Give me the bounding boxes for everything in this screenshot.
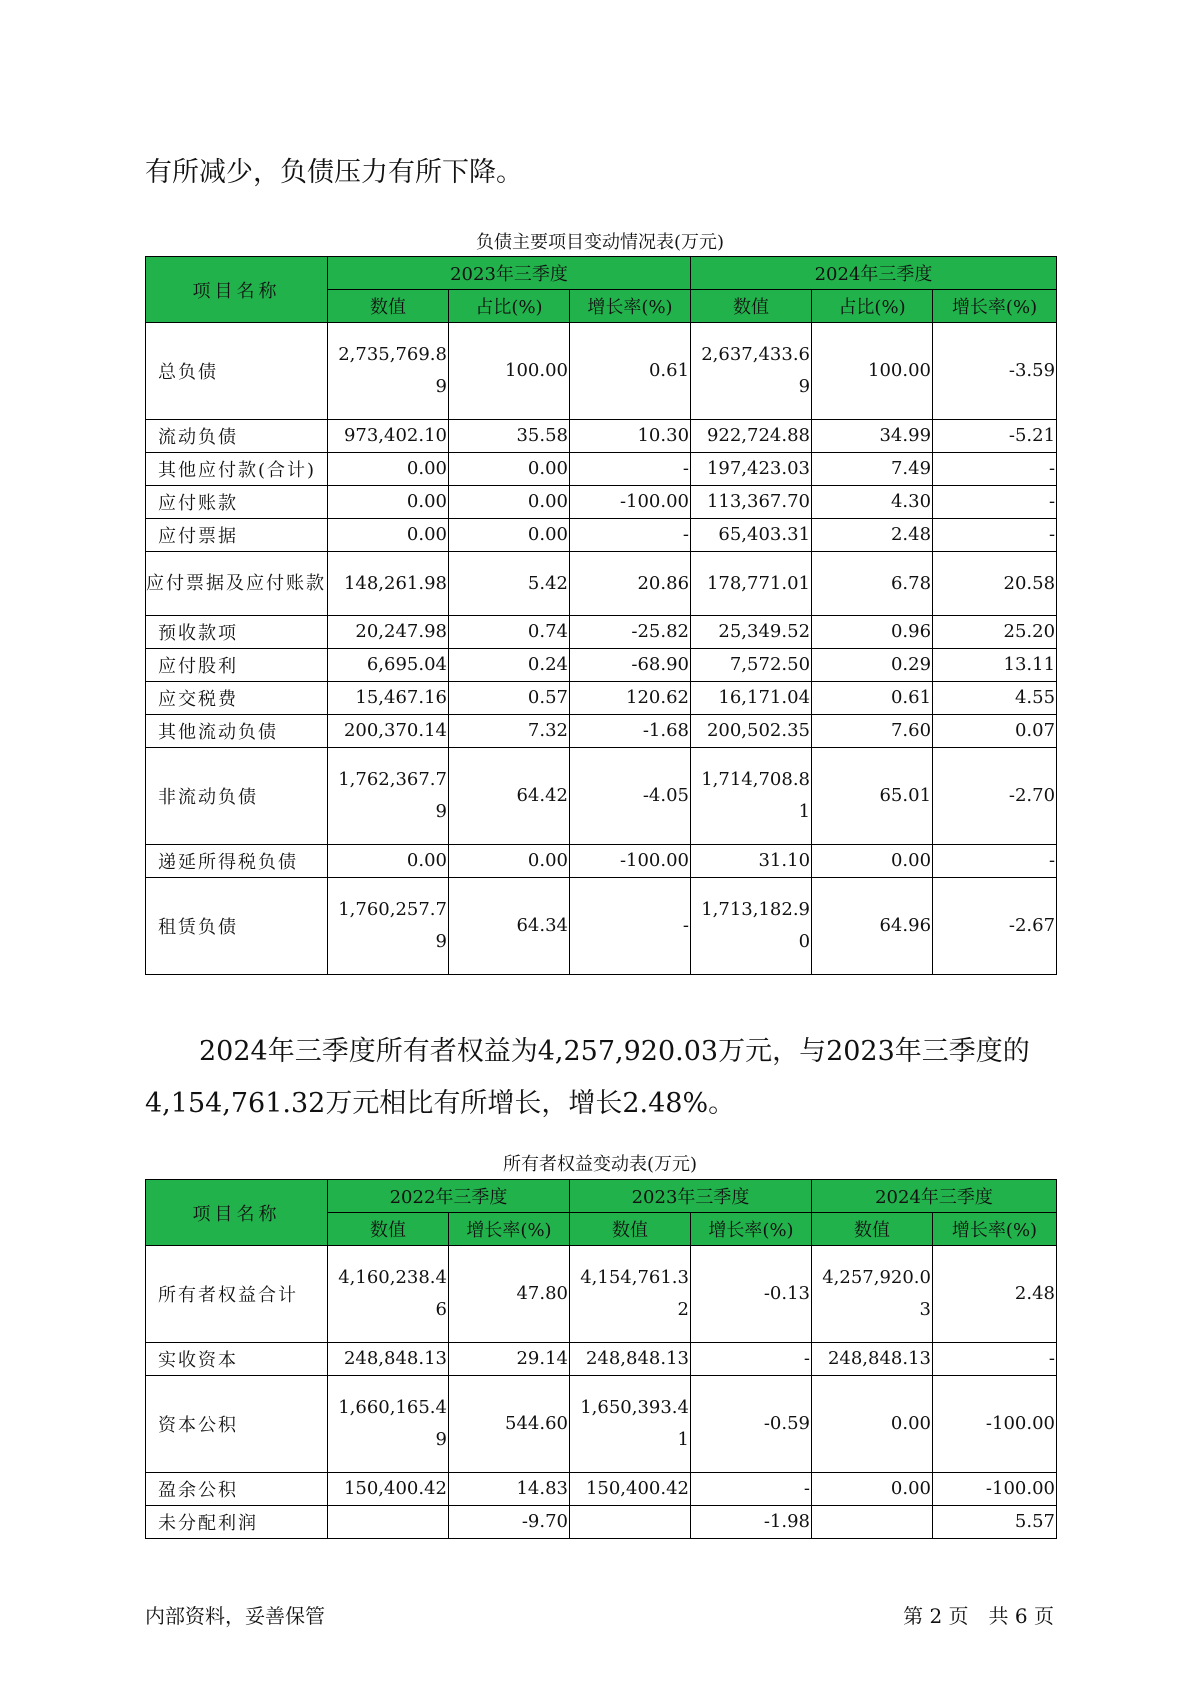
cell: 0.74	[449, 616, 570, 649]
table-row	[146, 878, 1057, 975]
cell: 64.42	[449, 748, 570, 845]
column-header: 占比(%)	[812, 290, 933, 323]
column-header: 增长率(%)	[933, 290, 1057, 323]
table-row	[146, 1506, 1057, 1539]
cell: 0.00	[812, 1376, 933, 1473]
cell: 35.58	[449, 420, 570, 453]
column-header: 数值	[328, 290, 449, 323]
row-label: 应付票据及应付账款	[146, 552, 328, 616]
cell: 248,848.13	[328, 1343, 449, 1376]
table-row	[146, 845, 1057, 878]
cell: 0.57	[449, 682, 570, 715]
period-header: 2022年三季度	[328, 1180, 570, 1213]
cell: 47.80	[449, 1246, 570, 1343]
cell: -1.68	[570, 715, 691, 748]
row-label: 实收资本	[146, 1343, 328, 1376]
cell: 14.83	[449, 1473, 570, 1506]
table-row	[146, 1343, 1057, 1376]
cell: 2.48	[812, 519, 933, 552]
cell: 65,403.31	[691, 519, 812, 552]
cell: 120.62	[570, 682, 691, 715]
cell: 64.96	[812, 878, 933, 975]
column-header: 数值	[570, 1213, 691, 1246]
cell: 20.86	[570, 552, 691, 616]
column-header: 增长率(%)	[449, 1213, 570, 1246]
row-label: 盈余公积	[146, 1473, 328, 1506]
cell: 4.55	[933, 682, 1057, 715]
cell: 0.00	[328, 519, 449, 552]
cell: -	[933, 1343, 1057, 1376]
cell: 0.96	[812, 616, 933, 649]
cell: -2.67	[933, 878, 1057, 975]
cell: -	[570, 453, 691, 486]
cell: 200,502.35	[691, 715, 812, 748]
cell: 4,257,920.03	[812, 1246, 933, 1343]
cell	[812, 1506, 933, 1539]
cell: -25.82	[570, 616, 691, 649]
cell: 0.00	[449, 845, 570, 878]
cell: 0.24	[449, 649, 570, 682]
footer-confidential-note: 内部资料，妥善保管	[145, 1604, 325, 1628]
body-paragraph: 2024年三季度所有者权益为4,257,920.03万元，与2023年三季度的4,154,761.32万元相比有所增长，增长2.48%。	[145, 1036, 1030, 1119]
cell: 0.00	[812, 1473, 933, 1506]
period-header: 2024年三季度	[812, 1180, 1057, 1213]
row-label: 流动负债	[146, 420, 328, 453]
table-caption: 负债主要项目变动情况表(万元)	[475, 232, 725, 253]
column-header-item-name: 项目名称	[146, 1180, 328, 1246]
cell: -0.13	[691, 1246, 812, 1343]
row-label: 租赁负债	[146, 878, 328, 975]
table-caption: 所有者权益变动表(万元)	[502, 1154, 698, 1175]
cell: -	[933, 845, 1057, 878]
column-header: 数值	[328, 1213, 449, 1246]
cell: 7,572.50	[691, 649, 812, 682]
cell: 31.10	[691, 845, 812, 878]
column-header: 数值	[812, 1213, 933, 1246]
row-label: 应付股利	[146, 649, 328, 682]
cell: 16,171.04	[691, 682, 812, 715]
cell: -100.00	[570, 845, 691, 878]
cell: 100.00	[449, 323, 570, 420]
table-row	[146, 323, 1057, 420]
column-header: 增长率(%)	[691, 1213, 812, 1246]
table-row	[146, 552, 1057, 616]
cell: -100.00	[933, 1473, 1057, 1506]
cell: 5.57	[933, 1506, 1057, 1539]
cell: 0.00	[328, 486, 449, 519]
cell: 15,467.16	[328, 682, 449, 715]
cell: -	[691, 1343, 812, 1376]
cell: 150,400.42	[328, 1473, 449, 1506]
period-header: 2023年三季度	[328, 257, 691, 290]
cell: -	[933, 486, 1057, 519]
cell: -100.00	[933, 1376, 1057, 1473]
cell: 6,695.04	[328, 649, 449, 682]
cell: 1,762,367.79	[328, 748, 449, 845]
row-label: 未分配利润	[146, 1506, 328, 1539]
cell: 1,713,182.90	[691, 878, 812, 975]
cell: 1,650,393.41	[570, 1376, 691, 1473]
cell: 7.32	[449, 715, 570, 748]
cell: 25,349.52	[691, 616, 812, 649]
table-row	[146, 649, 1057, 682]
cell: 6.78	[812, 552, 933, 616]
cell	[570, 1506, 691, 1539]
table-row	[146, 748, 1057, 845]
row-label: 应交税费	[146, 682, 328, 715]
footer-page-number: 第 2 页 共 6 页	[903, 1604, 1054, 1628]
table-row	[146, 486, 1057, 519]
cell: 0.00	[449, 486, 570, 519]
cell: 150,400.42	[570, 1473, 691, 1506]
cell: 2,735,769.89	[328, 323, 449, 420]
table-row	[146, 420, 1057, 453]
cell: -	[691, 1473, 812, 1506]
table-row	[146, 1376, 1057, 1473]
cell: 10.30	[570, 420, 691, 453]
column-header-item-name: 项目名称	[146, 257, 328, 323]
cell	[328, 1506, 449, 1539]
cell: -3.59	[933, 323, 1057, 420]
period-header: 2024年三季度	[691, 257, 1057, 290]
cell: -	[570, 519, 691, 552]
table-row	[146, 616, 1057, 649]
cell: -0.59	[691, 1376, 812, 1473]
cell: 1,660,165.49	[328, 1376, 449, 1473]
row-label: 递延所得税负债	[146, 845, 328, 878]
cell: 0.00	[328, 845, 449, 878]
cell: -1.98	[691, 1506, 812, 1539]
cell: 20,247.98	[328, 616, 449, 649]
cell: 4,154,761.32	[570, 1246, 691, 1343]
cell: 544.60	[449, 1376, 570, 1473]
row-label: 总负债	[146, 323, 328, 420]
row-label: 非流动负债	[146, 748, 328, 845]
cell: -	[933, 519, 1057, 552]
cell: 0.29	[812, 649, 933, 682]
period-header: 2023年三季度	[570, 1180, 812, 1213]
cell: 4.30	[812, 486, 933, 519]
row-label: 其他流动负债	[146, 715, 328, 748]
cell: -9.70	[449, 1506, 570, 1539]
cell: 4,160,238.46	[328, 1246, 449, 1343]
row-label: 应付票据	[146, 519, 328, 552]
cell: 7.60	[812, 715, 933, 748]
cell: 973,402.10	[328, 420, 449, 453]
table-row	[146, 682, 1057, 715]
cell: 7.49	[812, 453, 933, 486]
cell: 29.14	[449, 1343, 570, 1376]
cell: 64.34	[449, 878, 570, 975]
cell: 0.07	[933, 715, 1057, 748]
cell: -100.00	[570, 486, 691, 519]
cell: 20.58	[933, 552, 1057, 616]
cell: -	[933, 453, 1057, 486]
table-row	[146, 453, 1057, 486]
cell: 922,724.88	[691, 420, 812, 453]
cell: 34.99	[812, 420, 933, 453]
cell: 248,848.13	[812, 1343, 933, 1376]
table-row	[146, 1246, 1057, 1343]
cell: 0.00	[449, 453, 570, 486]
cell: 100.00	[812, 323, 933, 420]
column-header: 增长率(%)	[933, 1213, 1057, 1246]
cell: 65.01	[812, 748, 933, 845]
cell: -68.90	[570, 649, 691, 682]
row-label: 预收款项	[146, 616, 328, 649]
cell: 178,771.01	[691, 552, 812, 616]
cell: 13.11	[933, 649, 1057, 682]
cell: 1,760,257.79	[328, 878, 449, 975]
column-header: 占比(%)	[449, 290, 570, 323]
row-label: 资本公积	[146, 1376, 328, 1473]
column-header: 增长率(%)	[570, 290, 691, 323]
cell: 113,367.70	[691, 486, 812, 519]
cell: 200,370.14	[328, 715, 449, 748]
cell: 0.61	[570, 323, 691, 420]
cell: 248,848.13	[570, 1343, 691, 1376]
cell: -	[570, 878, 691, 975]
cell: 0.00	[328, 453, 449, 486]
cell: -2.70	[933, 748, 1057, 845]
equity-table	[145, 1179, 1057, 1539]
cell: 2.48	[933, 1246, 1057, 1343]
liabilities-table	[145, 256, 1057, 975]
cell: 148,261.98	[328, 552, 449, 616]
cell: 0.00	[449, 519, 570, 552]
cell: 2,637,433.69	[691, 323, 812, 420]
cell: 1,714,708.81	[691, 748, 812, 845]
cell: -4.05	[570, 748, 691, 845]
cell: 5.42	[449, 552, 570, 616]
table-row	[146, 1473, 1057, 1506]
body-paragraph: 有所减少，负债压力有所下降。	[145, 157, 523, 188]
table-row	[146, 715, 1057, 748]
cell: -5.21	[933, 420, 1057, 453]
row-label: 其他应付款(合计)	[146, 453, 328, 486]
row-label: 所有者权益合计	[146, 1246, 328, 1343]
cell: 25.20	[933, 616, 1057, 649]
cell: 0.61	[812, 682, 933, 715]
row-label: 应付账款	[146, 486, 328, 519]
table-row	[146, 519, 1057, 552]
cell: 197,423.03	[691, 453, 812, 486]
column-header: 数值	[691, 290, 812, 323]
cell: 0.00	[812, 845, 933, 878]
